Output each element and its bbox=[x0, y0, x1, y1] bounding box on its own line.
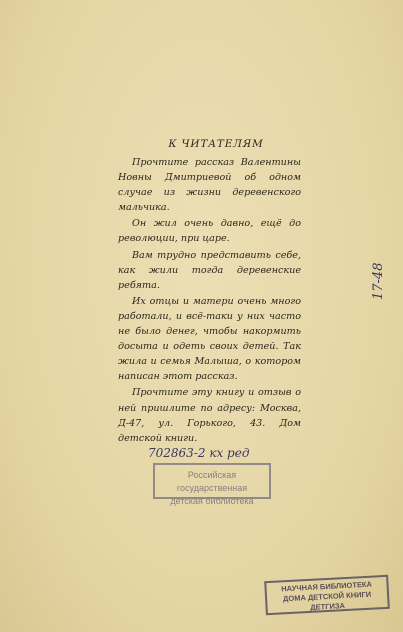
library-stamp-line1: Российская государственная bbox=[176, 470, 248, 493]
corner-stamp-line2: ДОМА ДЕТСКОЙ КНИГИ bbox=[282, 589, 372, 604]
corner-stamp bbox=[264, 575, 390, 615]
page-heading: К ЧИТАТЕЛЯМ bbox=[168, 138, 264, 150]
library-stamp-line2: детская библиотека bbox=[170, 496, 254, 506]
library-stamp bbox=[153, 463, 271, 506]
paragraph: Прочтите эту книгу и отзыв о ней пришлите по адресу: Москва, Д-47, ул. Горького, 43. Дом детской книги. bbox=[118, 387, 301, 444]
paragraph: Прочтите рассказ Валентины Новны Дмитриевой об одном случае из жизни деревенского мальчика. bbox=[118, 157, 301, 214]
paragraph: Их отцы и матери очень много работали, и всё-таки у них часто не было денег, чтобы накормить досыта и одеть своих детей. Так жила и семья Малыша, о котором написан этот рассказ. bbox=[118, 295, 301, 383]
corner-stamp-line3: ДЕТГИЗА bbox=[310, 601, 346, 612]
reader-note bbox=[118, 155, 301, 447]
paragraph: Вам трудно представить себе, как жили тогда деревенские ребята. bbox=[118, 249, 301, 291]
corner-stamp-line1: НАУЧНАЯ БИБЛИОТЕКА bbox=[280, 579, 373, 594]
handwritten-side-mark: 17-48 bbox=[371, 262, 386, 300]
paragraph: Он жил очень давно, ещё до революции, при царе. bbox=[118, 218, 301, 245]
handwritten-inventory-number: 702863-2 кх ред bbox=[148, 446, 250, 460]
